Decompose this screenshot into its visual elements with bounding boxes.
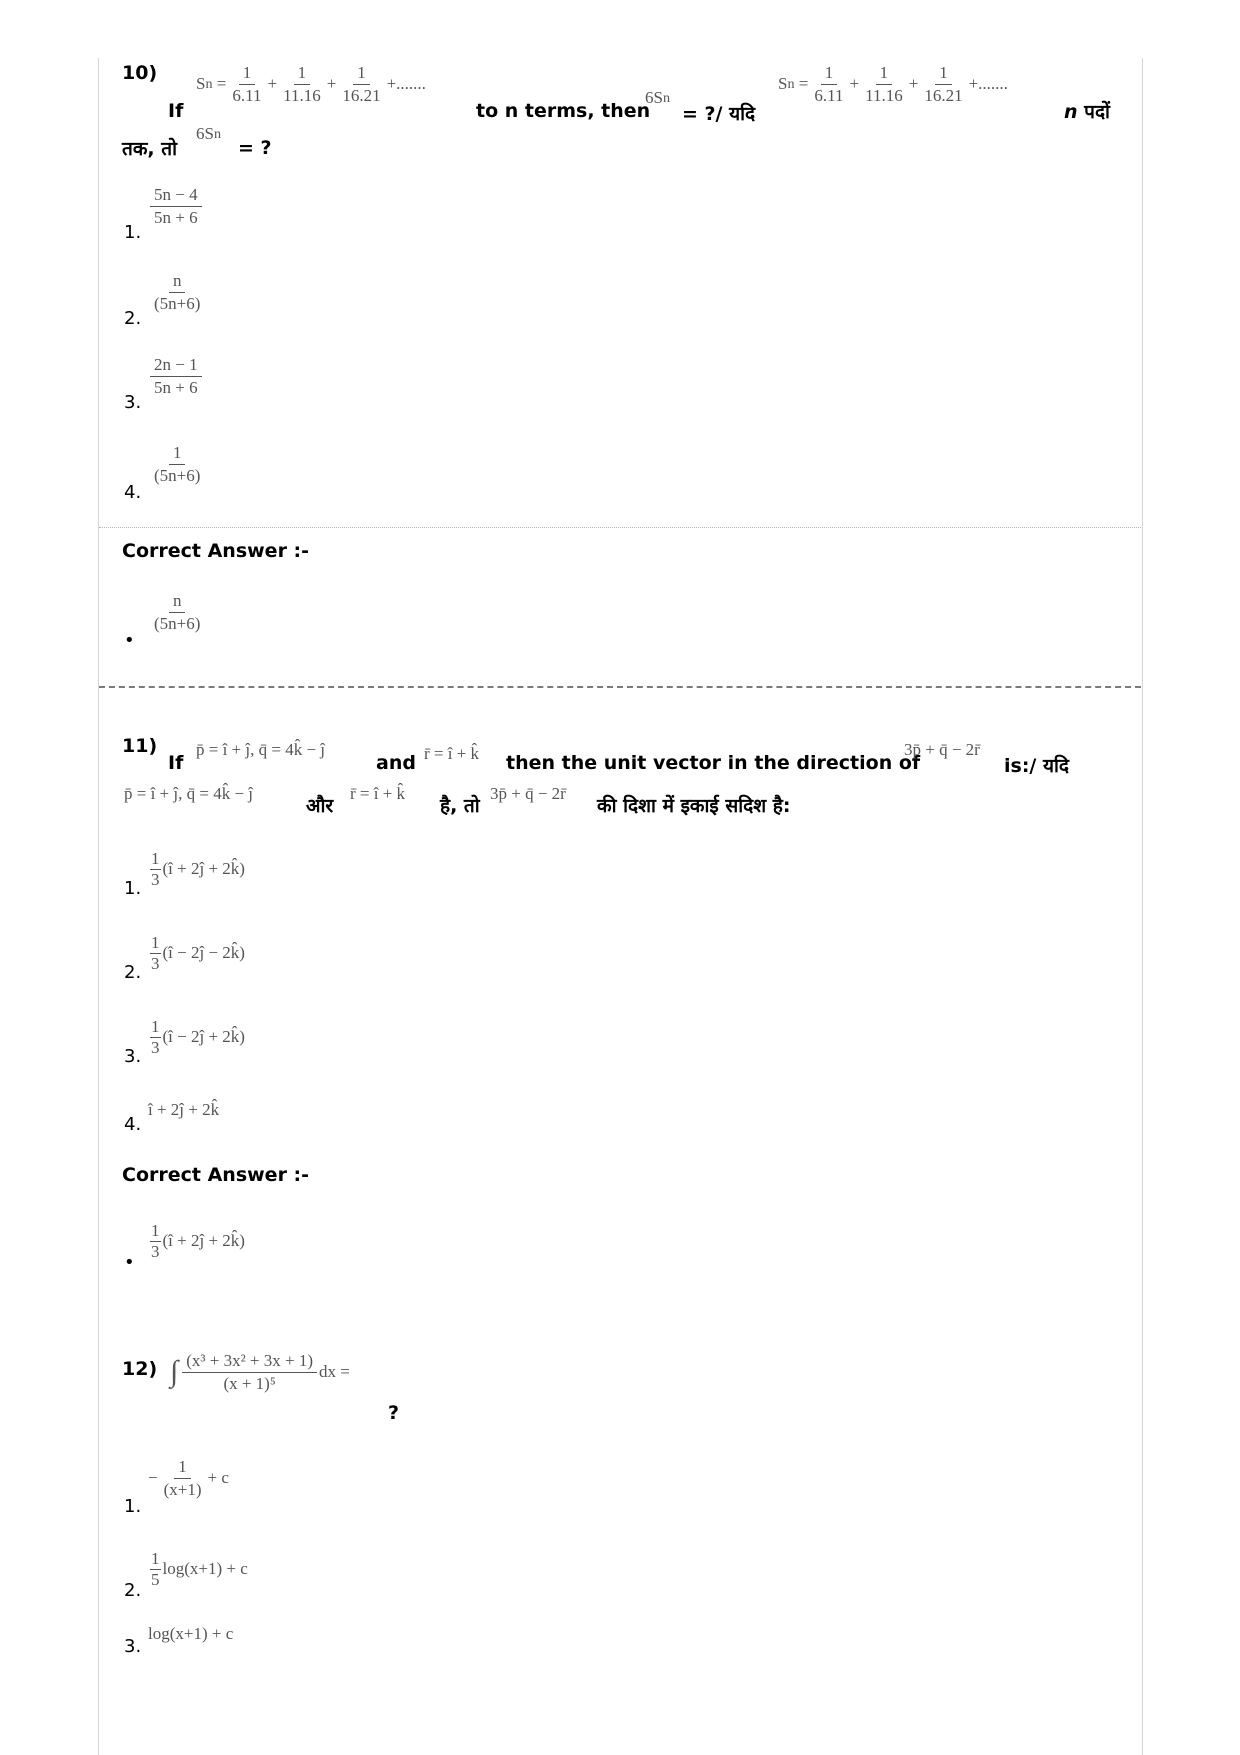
question-11-hai-to: है, तो bbox=[440, 795, 480, 817]
question-12-number: 12) bbox=[122, 1358, 158, 1380]
question-11-end: is:/ यदि bbox=[1004, 755, 1070, 777]
option-4-answer[interactable]: î + 2ĵ + 2k̂ bbox=[148, 1100, 220, 1119]
option-number: 4. bbox=[124, 482, 142, 503]
question-10-line2: तक, तो bbox=[122, 138, 178, 160]
correct-answer: $\frac{1}{3}$ (î + 2ĵ + 2k̂) bbox=[151, 1221, 245, 1261]
option-2-answer[interactable]: $\frac{1}{3}$ (î − 2ĵ − 2k̂) bbox=[151, 933, 245, 973]
question-10-end-text: = ?/ यदि bbox=[682, 103, 756, 125]
option-number: 2. bbox=[124, 1580, 142, 1601]
option-number: 3. bbox=[124, 392, 142, 413]
question-12-mark: ? bbox=[388, 1402, 400, 1424]
fraction: $\frac{1}{11.16}$ bbox=[283, 63, 321, 105]
correct-answer: $\frac{n}{(5n+6)}$ bbox=[154, 591, 201, 633]
option-1-answer[interactable]: $\frac{5n - 4}{5n + 6}$ bbox=[148, 186, 204, 227]
six-sn-formula: 6S n bbox=[196, 124, 222, 143]
option-2-answer[interactable]: $\frac{1}{5}$ log(x+1) + c bbox=[151, 1549, 248, 1589]
option-number: 2. bbox=[124, 962, 142, 983]
option-number: 3. bbox=[124, 1636, 142, 1657]
option-3-answer[interactable]: $\frac{1}{3}$ (î − 2ĵ + 2k̂) bbox=[151, 1017, 245, 1057]
vector-r: r̄ = î + k̂ bbox=[424, 744, 480, 763]
fraction: $\frac{1}{11.16}$ bbox=[865, 63, 903, 105]
question-10-if: If bbox=[168, 100, 184, 122]
six-sn-formula: 6S n bbox=[645, 88, 671, 107]
option-number: 4. bbox=[124, 1114, 142, 1135]
vector-combo: 3p̄ + q̄ − 2r̄ bbox=[904, 740, 980, 759]
question-10-mid-text: to n terms, then bbox=[476, 100, 651, 122]
fraction: $\frac{1}{16.21}$ bbox=[924, 63, 963, 105]
vectors-pq: p̄ = î + ĵ, q̄ = 4k̂ − ĵ bbox=[124, 784, 254, 803]
question-11-hindi-end: की दिशा में इकाई सदिश है: bbox=[597, 795, 791, 817]
bullet: • bbox=[124, 1252, 135, 1273]
option-2-answer[interactable]: $\frac{n}{(5n+6)}$ bbox=[154, 271, 201, 313]
series-formula: S n = $\frac{1}{6.11}$ + $\frac{1}{11.16}$ + $\frac{1}{16.21}$ +....... bbox=[778, 63, 1008, 105]
question-11-mid: then the unit vector in the direction of bbox=[506, 752, 921, 774]
page-frame bbox=[98, 58, 1143, 1755]
option-number: 2. bbox=[124, 308, 142, 329]
correct-answer-label: Correct Answer :- bbox=[122, 1164, 310, 1186]
series-formula: S n = $\frac{1}{6.11}$ + $\frac{1}{11.16}$ + $\frac{1}{16.21}$ +....... bbox=[196, 63, 426, 105]
question-11-and: and bbox=[376, 752, 416, 774]
question-separator bbox=[99, 686, 1141, 688]
option-number: 1. bbox=[124, 878, 142, 899]
fraction: $\frac{1}{16.21}$ bbox=[342, 63, 381, 105]
question-11-number: 11) bbox=[122, 735, 158, 757]
option-3-answer[interactable]: $\frac{2n - 1}{5n + 6}$ bbox=[148, 356, 204, 397]
option-number: 3. bbox=[124, 1046, 142, 1067]
option-number: 1. bbox=[124, 1496, 142, 1517]
option-4-answer[interactable]: $\frac{1}{(5n+6)}$ bbox=[154, 443, 201, 485]
vector-combo: 3p̄ + q̄ − 2r̄ bbox=[490, 784, 566, 803]
question-10-number: 10) bbox=[122, 62, 158, 84]
divider bbox=[99, 527, 1141, 528]
question-11-if: If bbox=[168, 752, 184, 774]
question-10-padon: n पदों bbox=[1064, 101, 1110, 123]
option-1-answer[interactable]: $\frac{1}{3}$ (î + 2ĵ + 2k̂) bbox=[151, 849, 245, 889]
vectors-pq: p̄ = î + ĵ, q̄ = 4k̂ − ĵ bbox=[196, 740, 326, 759]
correct-answer-label: Correct Answer :- bbox=[122, 540, 310, 562]
integral-sign: ∫ bbox=[170, 1355, 179, 1389]
option-number: 1. bbox=[124, 222, 142, 243]
fraction: $\frac{1}{6.11}$ bbox=[814, 63, 844, 105]
integral-expression: ∫ $\frac{\text{(x³ + 3x² + 3x + 1)}}{\text{(x + 1)⁵}}$ dx = bbox=[170, 1351, 350, 1393]
fraction: $\frac{1}{6.11}$ bbox=[232, 63, 262, 105]
vector-r: r̄ = î + k̂ bbox=[350, 784, 406, 803]
bullet: • bbox=[124, 630, 135, 651]
question-10-eq: = ? bbox=[238, 137, 272, 159]
option-3-answer[interactable]: log(x+1) + c bbox=[148, 1624, 234, 1643]
question-11-aur: और bbox=[306, 795, 334, 817]
option-1-answer[interactable]: − $\frac{1}{(x+1)}$ + c bbox=[148, 1457, 229, 1499]
